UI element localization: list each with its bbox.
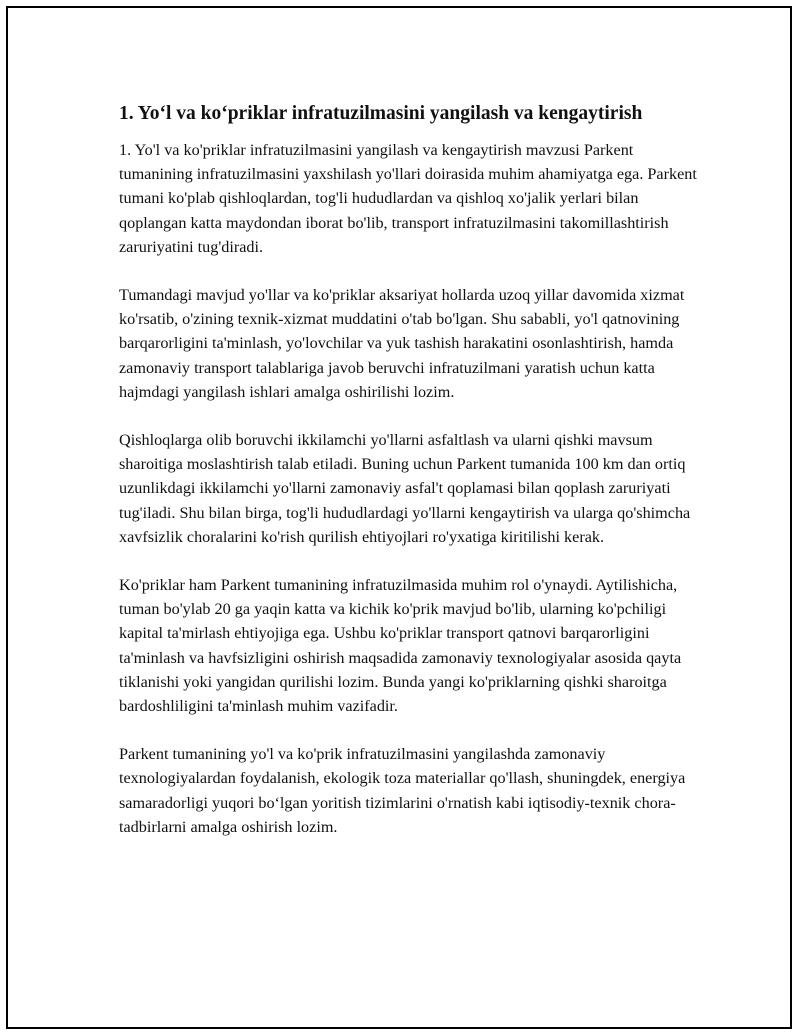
paragraph-3: Qishloqlarga olib boruvchi ikkilamchi yo'llarni asfaltlash va ularni qishki mavsum sharoitiga moslashtirish talab etiladi. Buning uchun Parkent tumanida 100 km dan ortiq uzunlikdagi ikkilamchi yo'llarni zamonaviy asfal't qoplamasi bilan qoplash zaruriyati tug'iladi. Shu bilan birga, tog'li hududlardagi yo'llarni kengaytirish va ularga qo'shimcha xavfsizlik choralarini ko'rish qurilish ehtiyojlari ro'yxatiga kiritilishi kerak.: [119, 431, 691, 546]
document-body: [119, 101, 699, 863]
page-frame: [6, 6, 792, 1029]
section-heading: 1. Yo‘l va ko‘priklar infratuzilmasini yangilash va kengaytirish: [119, 103, 643, 124]
paragraph-4: Ko'priklar ham Parkent tumanining infratuzilmasida muhim rol o'ynaydi. Aytilishicha, tuman bo'ylab 20 ga yaqin katta va kichik ko'prik mavjud bo'lib, ularning ko'pchiligi kapital ta'mirlash ehtiyojiga ega. Ushbu ko'priklar transport qatnovi barqarorligini ta'minlash va havfsizligini oshirish maqsadida zamonaviy texnologiyalar asosida qayta tiklanishi yoki yangidan qurilishi lozim. Bunda yangi ko'priklarning qishki sharoitga bardoshliligini ta'minlash muhim vazifadir.: [119, 576, 682, 716]
paragraph-2: Tumandagi mavjud yo'llar va ko'priklar aksariyat hollarda uzoq yillar davomida xizmat ko'rsatib, o'zining texnik-xizmat muddatini o'tab bo'lgan. Shu sababli, yo'l qatnovining barqarorligini ta'minlash, yo'lovchilar va yuk tashish harakatini osonlashtirish, hamda zamonaviy transport talablariga javob beruvchi infratuzilmani yaratish uchun katta hajmdagi yangilash ishlari amalga oshirilishi lozim.: [119, 286, 685, 401]
paragraph-1: 1. Yo'l va ko'priklar infratuzilmasini yangilash va kengaytirish mavzusi Parkent tumanining infratuzilmasini yaxshilash yo'llari doirasida muhim ahamiyatga ega. Parkent tumani ko'plab qishloqlardan, tog'li hududlardan va qishloq xo'jalik yerlari bilan qoplangan katta maydondan iborat bo'lib, transport infratuzilmasini takomillashtirish zaruriyatini tug'diradi.: [119, 141, 697, 256]
paragraph-5: Parkent tumanining yo'l va ko'prik infratuzilmasini yangilashda zamonaviy texnologiyalardan foydalanish, ekologik toza materiallar qo'llash, shuningdek, energiya samaradorligi yuqori bo‘lgan yoritish tizimlarini o'rnatish kabi iqtisodiy-texnik chora-tadbirlarni amalga oshirish lozim.: [119, 745, 686, 836]
